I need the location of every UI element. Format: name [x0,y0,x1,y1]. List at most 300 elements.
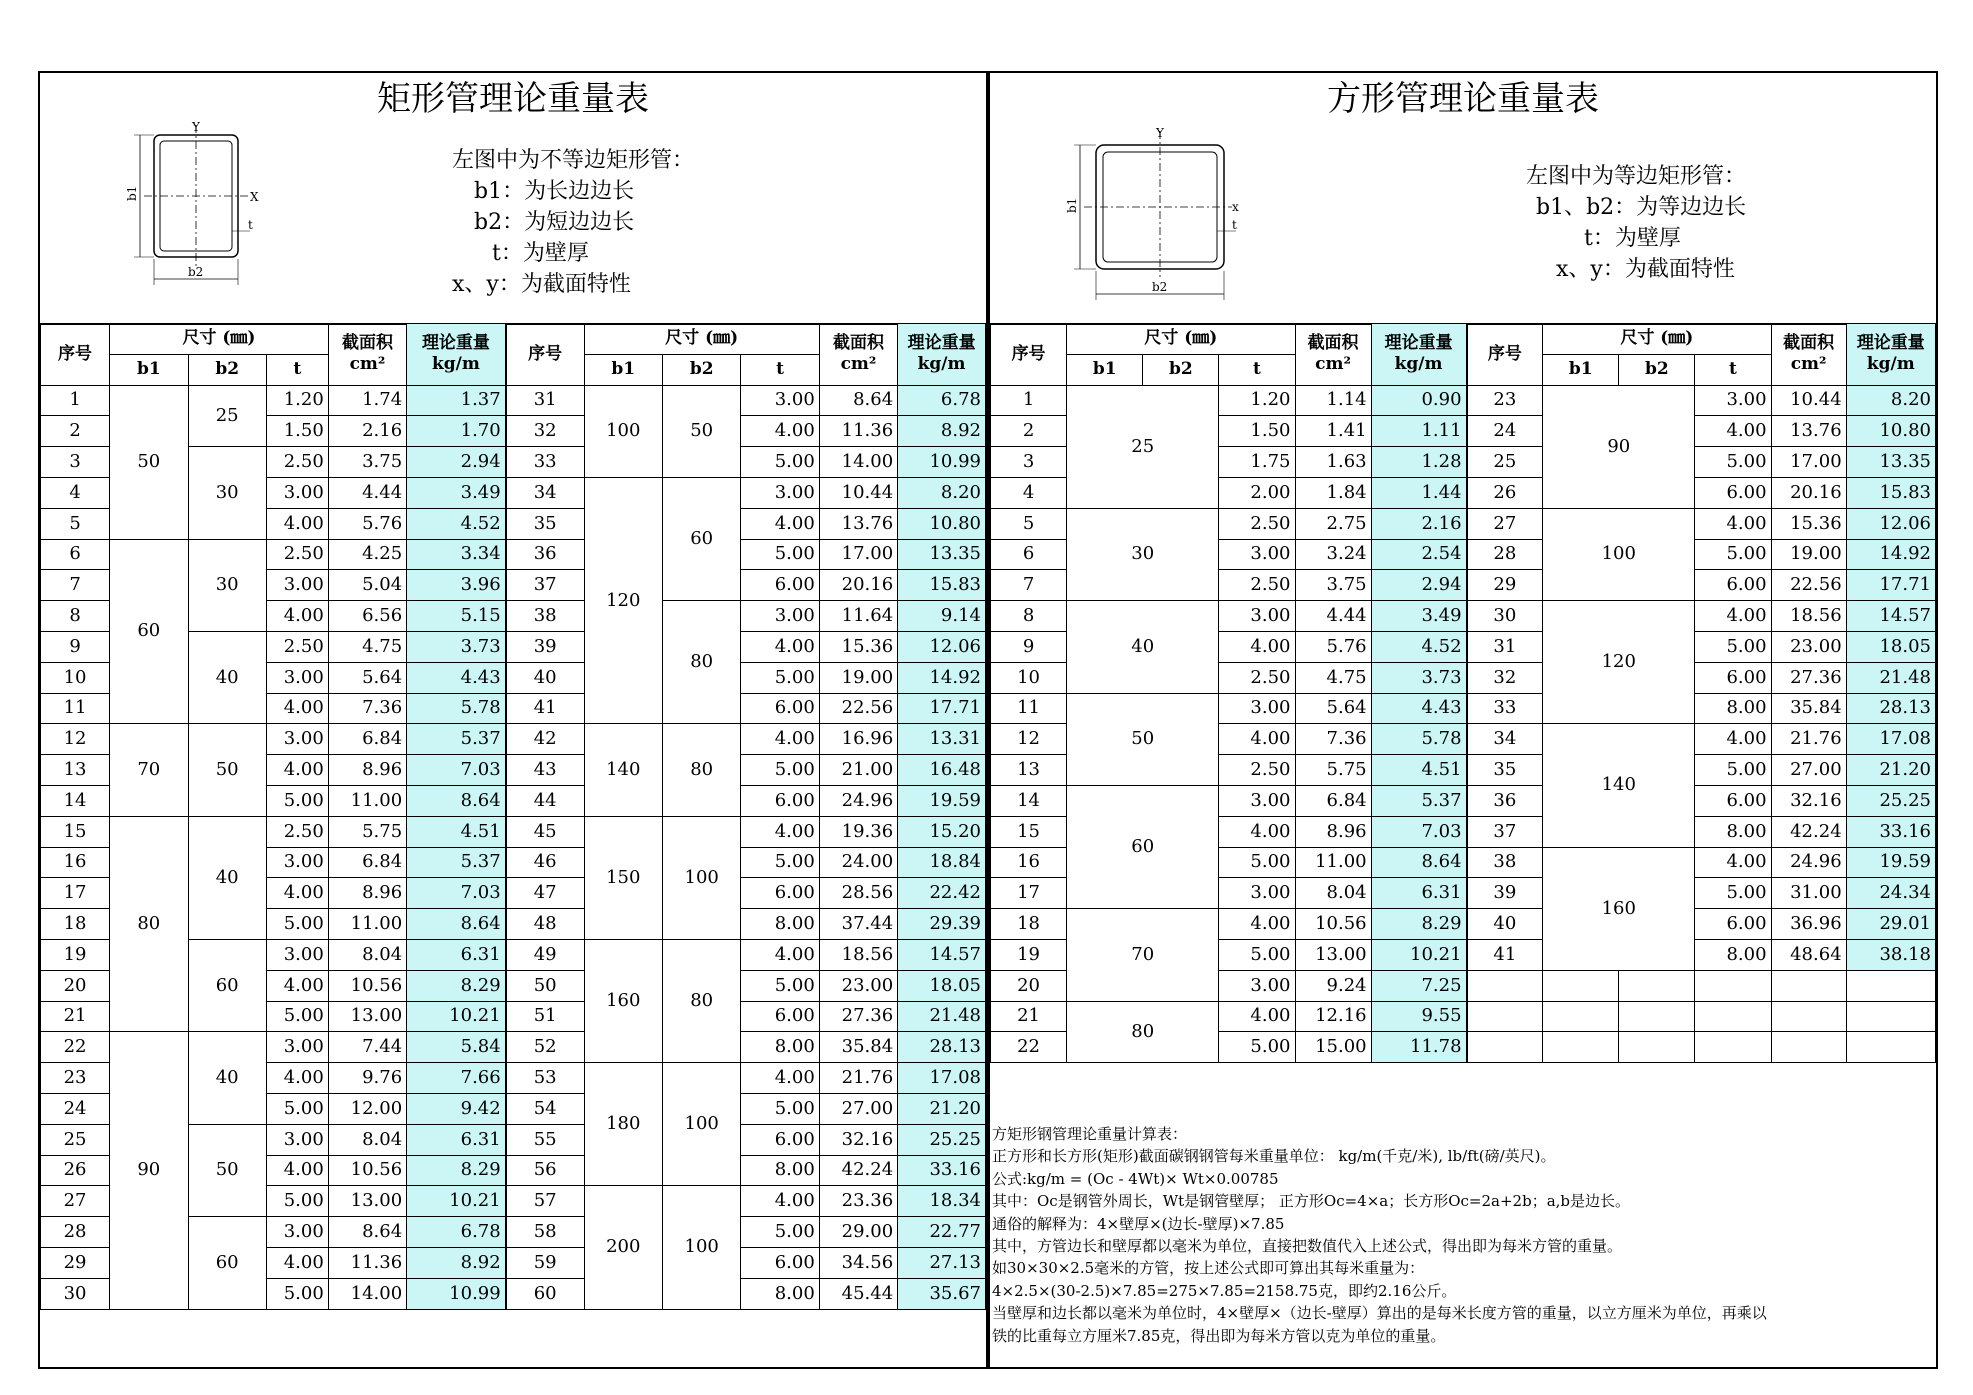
seq-cell: 40 [506,662,584,693]
area-cell: 22.56 [819,693,897,724]
side-length-cell: 40 [1067,601,1219,693]
area-cell: 8.96 [328,755,406,786]
t-cell: 5.00 [741,970,819,1001]
weight-cell: 28.13 [1846,693,1935,724]
weight-cell: 8.29 [407,1155,506,1186]
seq-cell: 3 [991,447,1067,478]
rect-title: 矩形管理论重量表 [377,79,649,119]
area-cell: 21.76 [819,1063,897,1094]
area-cell: 9.24 [1295,970,1371,1001]
b2-cell: 60 [188,939,266,1031]
t-cell: 5.00 [266,1093,328,1124]
area-label: 截面积 [1307,333,1359,354]
t-cell: 5.00 [266,785,328,816]
empty-cell [1771,1001,1846,1032]
area-cell: 11.64 [819,601,897,632]
side-length-cell: 100 [1543,508,1695,600]
empty-cell [1695,1032,1771,1063]
weight-cell: 18.34 [898,1186,986,1217]
empty-cell [1543,1032,1619,1063]
seq-cell: 22 [41,1032,110,1063]
weight-label: 理论重量 [1856,333,1925,354]
rect-diagram-b1-label: b1 [125,185,139,201]
weight-cell: 6.78 [407,1217,506,1248]
empty-cell [1467,1032,1543,1063]
seq-cell: 50 [506,970,584,1001]
area-cell: 17.00 [819,539,897,570]
b1-header: b1 [1067,354,1143,385]
weight-cell: 14.92 [1846,539,1935,570]
area-cell: 24.96 [1771,847,1846,878]
weight-cell: 13.35 [898,539,986,570]
table-row [991,601,1936,632]
area-header [1771,324,1846,386]
weight-cell: 9.55 [1371,1001,1466,1032]
t-cell: 4.00 [1219,816,1295,847]
rect-description [452,145,694,300]
area-cell: 10.44 [1771,385,1846,416]
seq-cell: 19 [991,939,1067,970]
weight-cell: 4.43 [1371,693,1466,724]
empty-cell [1771,1032,1846,1063]
weight-cell: 8.92 [898,416,986,447]
area-cell: 8.64 [328,1217,406,1248]
t-cell: 2.50 [266,816,328,847]
area-cell: 8.64 [819,385,897,416]
square-desc-line: b1、b2：为等边边长 [1536,195,1747,220]
t-cell: 3.00 [266,1032,328,1063]
area-cell: 6.84 [328,724,406,755]
t-cell: 1.75 [1219,447,1295,478]
t-cell: 5.00 [741,1093,819,1124]
seq-cell: 11 [991,693,1067,724]
square-diagram-b2-label: b2 [1152,280,1168,294]
weight-header [898,324,986,386]
t-cell: 5.00 [741,755,819,786]
area-cell: 14.00 [328,1278,406,1309]
seq-cell: 25 [1467,447,1543,478]
side-length-cell: 60 [1067,785,1219,908]
weight-cell: 10.80 [898,508,986,539]
table-row [991,508,1936,539]
seq-cell: 48 [506,909,584,940]
weight-cell: 3.73 [1371,662,1466,693]
area-cell: 36.96 [1771,909,1846,940]
seq-cell: 15 [991,816,1067,847]
area-cell: 13.76 [1771,416,1846,447]
seq-cell: 3 [41,447,110,478]
weight-cell: 13.35 [1846,447,1935,478]
size-header: 尺寸 (㎜) [110,324,329,355]
weight-cell: 2.94 [1371,570,1466,601]
area-cell: 23.00 [819,970,897,1001]
empty-cell [1846,1001,1935,1032]
weight-cell: 8.29 [1371,909,1466,940]
rect-desc-line: 左图中为不等边矩形管： [452,148,695,173]
empty-cell [1846,970,1935,1001]
area-cell: 23.00 [1771,631,1846,662]
seq-cell: 31 [506,385,584,416]
t-cell: 4.00 [741,724,819,755]
t-cell: 5.00 [741,662,819,693]
weight-unit: kg/m [917,354,966,375]
side-length-cell: 90 [1543,385,1695,508]
seq-cell: 11 [41,693,110,724]
seq-cell: 17 [991,878,1067,909]
weight-unit: kg/m [1866,354,1915,375]
t-cell: 5.00 [266,1186,328,1217]
t-cell: 4.00 [266,693,328,724]
area-cell: 8.04 [328,939,406,970]
seq-cell: 12 [41,724,110,755]
weight-cell: 17.08 [1846,724,1935,755]
b2-header: b2 [1143,354,1219,385]
seq-cell: 2 [41,416,110,447]
t-cell: 4.00 [266,970,328,1001]
weight-cell: 7.66 [407,1063,506,1094]
area-cell: 32.16 [1771,785,1846,816]
seq-cell: 41 [1467,939,1543,970]
b2-cell: 30 [188,447,266,539]
seq-cell: 47 [506,878,584,909]
weight-cell: 19.59 [898,785,986,816]
table-row [41,816,986,847]
t-cell: 3.00 [741,385,819,416]
seq-cell: 16 [991,847,1067,878]
t-cell: 3.00 [1695,385,1771,416]
area-cell: 28.56 [819,878,897,909]
b1-header: b1 [584,354,662,385]
seq-cell: 35 [506,508,584,539]
area-cell: 24.96 [819,785,897,816]
t-cell: 5.00 [1695,447,1771,478]
empty-cell [1543,1001,1619,1032]
rect-diagram-y-label: Y [192,120,200,134]
t-cell: 5.00 [1695,878,1771,909]
seq-cell: 26 [1467,477,1543,508]
weight-header [1846,324,1935,386]
weight-cell: 22.77 [898,1217,986,1248]
b2-cell: 80 [662,601,740,724]
t-cell: 2.50 [1219,508,1295,539]
weight-cell: 0.90 [1371,385,1466,416]
area-cell: 7.36 [1295,724,1371,755]
seq-cell: 53 [506,1063,584,1094]
area-cell: 5.64 [1295,693,1371,724]
area-cell: 45.44 [819,1278,897,1309]
table-row [991,1001,1936,1032]
t-cell: 6.00 [1695,785,1771,816]
area-cell: 23.36 [819,1186,897,1217]
empty-cell [1619,1001,1695,1032]
weight-cell: 2.94 [407,447,506,478]
t-cell: 8.00 [741,909,819,940]
b2-cell: 25 [188,385,266,447]
table-row [41,1032,986,1063]
seq-cell: 15 [41,816,110,847]
t-cell: 2.50 [266,631,328,662]
area-cell: 34.56 [819,1247,897,1278]
seq-cell: 24 [1467,416,1543,447]
note-line: 公式:kg/m = (Oc - 4Wt)× Wt×0.00785 [992,1169,1279,1188]
weight-cell: 5.37 [407,724,506,755]
area-cell: 35.84 [819,1032,897,1063]
seq-cell: 22 [991,1032,1067,1063]
weight-cell: 17.71 [898,693,986,724]
note-line: 当壁厚和边长都以毫米为单位时，4×壁厚×（边长-壁厚）算出的是每米长度方管的重量，以立方厘米为单位，再乘以 [992,1304,1767,1323]
weight-cell: 16.48 [898,755,986,786]
weight-cell: 7.03 [407,878,506,909]
weight-cell: 25.25 [1846,785,1935,816]
area-cell: 11.36 [328,1247,406,1278]
weight-cell: 3.96 [407,570,506,601]
area-cell: 3.75 [328,447,406,478]
area-cell: 10.56 [1295,909,1371,940]
seq-cell: 27 [1467,508,1543,539]
empty-cell [1771,970,1846,1001]
t-cell: 6.00 [741,785,819,816]
seq-cell: 10 [991,662,1067,693]
b1-header: b1 [1543,354,1619,385]
seq-cell: 41 [506,693,584,724]
weight-cell: 12.06 [898,631,986,662]
t-cell: 8.00 [741,1032,819,1063]
area-cell: 11.00 [328,785,406,816]
seq-cell: 44 [506,785,584,816]
area-cell: 8.96 [1295,816,1371,847]
t-cell: 5.00 [1219,1032,1295,1063]
t-cell: 8.00 [1695,816,1771,847]
square-title: 方形管理论重量表 [1327,79,1599,119]
rect-diagram-t-label: t [248,218,253,232]
area-cell: 9.76 [328,1063,406,1094]
t-cell: 4.00 [1695,847,1771,878]
weight-cell: 17.08 [898,1063,986,1094]
t-cell: 5.00 [1219,847,1295,878]
weight-cell: 15.83 [898,570,986,601]
seq-cell: 57 [506,1186,584,1217]
seq-cell: 12 [991,724,1067,755]
weight-cell: 21.48 [1846,662,1935,693]
t-cell: 4.00 [741,416,819,447]
area-cell: 12.00 [328,1093,406,1124]
weight-label: 理论重量 [421,333,490,354]
t-cell: 8.00 [1695,693,1771,724]
t-cell: 4.00 [266,1063,328,1094]
square-diagram-x-label: x [1232,200,1239,214]
t-cell: 4.00 [741,816,819,847]
weight-cell: 15.83 [1846,477,1935,508]
weight-header [407,324,506,386]
note-line: 通俗的解释为：4×壁厚×(边长-壁厚)×7.85 [992,1214,1285,1233]
seq-cell: 6 [991,539,1067,570]
weight-cell: 10.80 [1846,416,1935,447]
seq-cell: 36 [506,539,584,570]
weight-cell: 9.42 [407,1093,506,1124]
rect-desc-line: b1：为长边边长 [474,179,635,204]
t-cell: 5.00 [741,847,819,878]
area-cell: 27.36 [1771,662,1846,693]
b1-cell: 140 [584,724,662,816]
area-cell: 1.74 [328,385,406,416]
seq-cell: 49 [506,939,584,970]
t-cell: 8.00 [741,1155,819,1186]
seq-cell: 23 [41,1063,110,1094]
note-line: 其中：Oc是钢管外周长，Wt是钢管壁厚； 正方形Oc=4×a；长方形Oc=2a+2b；a,b是边长。 [992,1192,1631,1211]
seq-cell: 33 [1467,693,1543,724]
seq-cell: 1 [41,385,110,416]
empty-cell [1467,1001,1543,1032]
area-cell: 14.00 [819,447,897,478]
rect-diagram-x-label: X [250,190,259,204]
seq-cell: 36 [1467,785,1543,816]
t-cell: 2.50 [1219,755,1295,786]
weight-cell: 17.71 [1846,570,1935,601]
weight-cell: 33.16 [1846,816,1935,847]
area-cell: 8.04 [328,1124,406,1155]
area-cell: 8.96 [328,878,406,909]
weight-cell: 10.99 [898,447,986,478]
weight-cell: 7.25 [1371,970,1466,1001]
area-cell: 27.00 [1771,755,1846,786]
area-cell: 29.00 [819,1217,897,1248]
t-cell: 2.50 [1219,570,1295,601]
b2-cell: 30 [188,539,266,631]
area-label: 截面积 [1783,333,1835,354]
area-cell: 3.24 [1295,539,1371,570]
t-cell: 4.00 [266,1155,328,1186]
weight-cell: 18.05 [898,970,986,1001]
area-cell: 16.96 [819,724,897,755]
area-cell: 31.00 [1771,878,1846,909]
square-weight-table-panel [988,71,1938,1369]
seq-cell: 13 [991,755,1067,786]
area-cell: 17.00 [1771,447,1846,478]
area-cell: 5.76 [328,508,406,539]
note-line: 正方形和长方形(矩形)截面碳钢钢管每米重量单位： kg/m(千克/米), lb/ft(磅/英尺)。 [992,1147,1556,1166]
t-cell: 5.00 [741,447,819,478]
weight-cell: 1.37 [407,385,506,416]
seq-cell: 28 [41,1217,110,1248]
area-cell: 4.25 [328,539,406,570]
weight-cell: 8.64 [1371,847,1466,878]
area-cell: 4.44 [1295,601,1371,632]
area-cell: 7.36 [328,693,406,724]
t-cell: 2.00 [1219,477,1295,508]
table-row [991,693,1936,724]
weight-cell: 29.01 [1846,909,1935,940]
area-cell: 4.44 [328,477,406,508]
weight-cell: 4.52 [1371,631,1466,662]
weight-cell: 8.20 [898,477,986,508]
t-cell: 3.00 [1219,785,1295,816]
seq-cell: 30 [1467,601,1543,632]
area-cell: 13.00 [328,1186,406,1217]
weight-label: 理论重量 [907,333,976,354]
square-header [990,73,1936,325]
weight-cell: 28.13 [898,1032,986,1063]
square-desc-line: x、y：为截面特性 [1556,257,1735,282]
t-cell: 4.00 [1695,601,1771,632]
b1-cell: 160 [584,939,662,1062]
table-row [991,385,1936,416]
weight-cell: 10.99 [407,1278,506,1309]
square-tube-diagram [1065,119,1268,319]
side-length-cell: 160 [1543,847,1695,970]
weight-cell: 1.28 [1371,447,1466,478]
t-cell: 3.00 [1219,970,1295,1001]
side-length-cell: 25 [1067,385,1219,508]
weight-cell: 18.84 [898,847,986,878]
area-unit: cm² [1315,354,1351,375]
t-header: t [266,354,328,385]
area-cell: 13.00 [328,1001,406,1032]
seq-cell: 30 [41,1278,110,1309]
weight-cell: 12.06 [1846,508,1935,539]
rect-weight-table [40,323,986,1310]
seq-cell: 23 [1467,385,1543,416]
seq-cell: 9 [41,631,110,662]
t-cell: 6.00 [741,878,819,909]
b2-cell: 40 [188,1032,266,1124]
area-cell: 10.56 [328,970,406,1001]
area-cell: 15.36 [1771,508,1846,539]
area-cell: 27.00 [819,1093,897,1124]
weight-cell: 8.92 [407,1247,506,1278]
seq-cell: 13 [41,755,110,786]
seq-cell: 38 [1467,847,1543,878]
area-cell: 11.36 [819,416,897,447]
t-cell: 5.00 [1219,939,1295,970]
t-cell: 4.00 [266,1247,328,1278]
seq-cell: 52 [506,1032,584,1063]
rect-weight-table-panel [38,71,988,1369]
t-header: t [741,354,819,385]
weight-cell: 9.14 [898,601,986,632]
area-cell: 1.41 [1295,416,1371,447]
b2-cell: 50 [662,385,740,477]
t-cell: 4.00 [741,508,819,539]
rect-tube-diagram [88,119,298,319]
weight-cell: 6.31 [407,1124,506,1155]
t-cell: 4.00 [266,755,328,786]
t-cell: 3.00 [266,847,328,878]
note-line: 铁的比重每立方厘米7.85克，得出即为每米方管以克为单位的重量。 [992,1326,1446,1345]
seq-cell: 19 [41,939,110,970]
area-header [819,324,897,386]
b1-cell: 150 [584,816,662,939]
seq-cell: 40 [1467,909,1543,940]
seq-cell: 32 [1467,662,1543,693]
seq-cell: 6 [41,539,110,570]
weight-cell: 14.57 [1846,601,1935,632]
size-header: 尺寸 (㎜) [1543,324,1771,355]
weight-cell: 6.31 [407,939,506,970]
weight-cell: 24.34 [1846,878,1935,909]
t-cell: 3.00 [266,939,328,970]
weight-cell: 19.59 [1846,847,1935,878]
t-cell: 8.00 [741,1278,819,1309]
seq-cell: 37 [1467,816,1543,847]
note-line: 如30×30×2.5毫米的方管，按上述公式即可算出其每米重量为： [992,1259,1425,1278]
weight-cell: 3.49 [407,477,506,508]
b2-cell: 40 [188,816,266,939]
b2-cell: 100 [662,1186,740,1309]
seq-cell: 21 [41,1001,110,1032]
weight-cell: 3.73 [407,631,506,662]
seq-cell: 7 [991,570,1067,601]
area-cell: 5.76 [1295,631,1371,662]
